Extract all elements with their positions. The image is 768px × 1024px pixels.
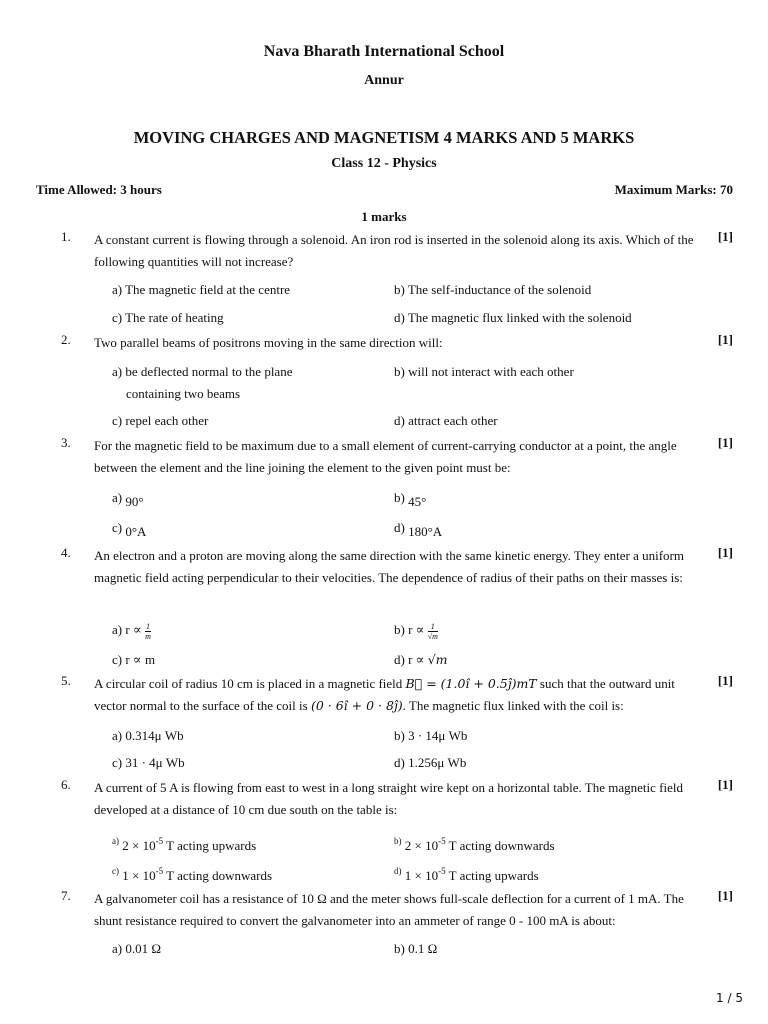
time-allowed: Time Allowed: 3 hours (36, 182, 162, 197)
option-b: b) 0.1 Ω (394, 941, 438, 956)
option-base: 10 (142, 868, 156, 883)
sqrt-m: √m (427, 652, 448, 667)
option-label: c) (112, 866, 119, 876)
option-d (394, 649, 724, 671)
option-value: 90° (125, 494, 144, 509)
option-exponent: -5 (155, 866, 164, 876)
question-number: 3. (61, 435, 71, 450)
question-text (94, 673, 704, 717)
option-a: a) The magnetic field at the centre (112, 282, 291, 297)
option-d (394, 517, 724, 539)
option-label: d) (394, 520, 405, 535)
question-marks: [1] (717, 777, 733, 792)
option-value: 0°A (125, 524, 147, 539)
question-text: A current of 5 A is flowing from east to west in a long straight wire kept on a horizontal table. The magnetic field developed at a distance of 10 cm due south on the table is: (94, 780, 683, 817)
option-d (394, 860, 724, 887)
option-label: c) (112, 520, 123, 535)
question-number: 7. (61, 888, 71, 903)
option-label: a) (112, 836, 119, 846)
option-b: b) will not interact with each other (394, 364, 574, 379)
fraction-denominator: √m (427, 631, 438, 641)
option-b (394, 619, 724, 641)
question-text-part2: such that the outward unit vector normal to the surface of the coil is (94, 676, 675, 713)
option-c (112, 517, 312, 539)
option-value: 45° (408, 494, 427, 509)
section-heading: 1 marks (361, 209, 407, 224)
option-d: d) 1.256μ Wb (394, 755, 467, 770)
option-label: d) (394, 866, 402, 876)
question-text: A galvanometer coil has a resistance of 10 Ω and the meter shows full-scale deflection for a current of 1 mA. The shunt resistance required to convert the galvanometer into an ammeter of range 0 - 100 mA is about: (94, 891, 684, 928)
option-a (112, 619, 312, 641)
option-label: d) r ∝ (394, 652, 425, 667)
magnetic-field-expression: B⃗ = (1.0î + 0.5ĵ)mT (405, 676, 537, 691)
option-label: b) (394, 836, 402, 846)
option-text: T acting upwards (166, 838, 257, 853)
option-a-line1: a) be deflected normal to the plane (112, 364, 293, 379)
school-name: Nava Bharath International School (263, 43, 505, 60)
option-coefficient: 1 × (404, 868, 422, 883)
question-number: 6. (61, 777, 71, 792)
option-a (112, 830, 372, 857)
option-d: d) The magnetic flux linked with the solenoid (394, 310, 632, 325)
fraction-numerator: 1 (145, 621, 150, 631)
class-subject: Class 12 - Physics (331, 156, 437, 171)
option-label: a) r ∝ (112, 622, 142, 637)
fraction-numerator: 1 (428, 622, 438, 632)
option-base: 10 (425, 868, 439, 883)
option-base: 10 (425, 838, 439, 853)
option-b (394, 830, 724, 857)
question-text: For the magnetic field to be maximum due to a small element of current-carrying conductor at a point, the angle between the element and the line joining the element to the given point must be: (94, 438, 677, 475)
question-text-part3: . The magnetic flux linked with the coil is: (402, 698, 624, 713)
question-marks: [1] (717, 435, 733, 450)
question-number: 4. (61, 545, 71, 560)
option-exponent: -5 (438, 836, 446, 846)
option-a (112, 361, 372, 405)
option-exponent: -5 (155, 836, 164, 846)
option-c: c) 31 · 4μ Wb (112, 755, 185, 770)
option-text: T acting downwards (448, 838, 555, 853)
question-text: An electron and a proton are moving along the same direction with the same kinetic energy. They enter a uniform magnetic field acting perpendicular to their velocities. The dependence of radius of their paths on their masses is: (94, 548, 684, 585)
option-d: d) attract each other (394, 413, 498, 428)
question-number: 5. (61, 673, 71, 688)
question-marks: [1] (717, 673, 733, 688)
option-b (394, 487, 724, 509)
unit-vector-expression: (0 · 6î + 0 · 8ĵ) (310, 698, 403, 713)
option-label: a) (112, 490, 123, 505)
option-text: T acting upwards (448, 868, 539, 883)
option-coefficient: 2 × (122, 838, 140, 853)
question-text: Two parallel beams of positrons moving in the same direction will: (94, 335, 443, 350)
option-c (112, 860, 372, 887)
option-exponent: -5 (438, 866, 446, 876)
option-value: 180°A (408, 524, 443, 539)
page-number: 1 / 5 (716, 991, 743, 1005)
question-marks: [1] (717, 545, 733, 560)
fraction-denominator: m (145, 631, 151, 641)
option-c: c) repel each other (112, 413, 209, 428)
option-a: a) 0.01 Ω (112, 941, 162, 956)
option-c: c) The rate of heating (112, 310, 224, 325)
option-a-line2: containing two beams (126, 386, 241, 401)
question-marks: [1] (717, 888, 733, 903)
option-a: a) 0.314μ Wb (112, 728, 184, 743)
question-text-part1: A circular coil of radius 10 cm is placed in a magnetic field (94, 676, 403, 691)
question-text: A constant current is flowing through a solenoid. An iron rod is inserted in the solenoid along its axis. Which of the following quantities will not increase? (94, 232, 694, 269)
option-label: b) (394, 490, 405, 505)
fraction (145, 622, 151, 641)
fraction (428, 622, 438, 641)
option-coefficient: 1 × (122, 868, 140, 883)
maximum-marks: Maximum Marks: 70 (614, 182, 733, 197)
question-marks: [1] (717, 332, 733, 347)
option-base: 10 (142, 838, 156, 853)
option-a (112, 487, 312, 509)
question-number: 1. (61, 229, 71, 244)
question-marks: [1] (717, 229, 733, 244)
option-b: b) The self-inductance of the solenoid (394, 282, 592, 297)
option-coefficient: 2 × (404, 838, 422, 853)
question-number: 2. (61, 332, 71, 347)
option-c: c) r ∝ m (112, 652, 156, 667)
exam-title: MOVING CHARGES AND MAGNETISM 4 MARKS AND 5 MARKS (133, 128, 635, 147)
option-label: b) r ∝ (394, 622, 425, 637)
school-town: Annur (364, 73, 404, 88)
option-text: T acting downwards (166, 868, 273, 883)
option-b: b) 3 · 14μ Wb (394, 728, 468, 743)
